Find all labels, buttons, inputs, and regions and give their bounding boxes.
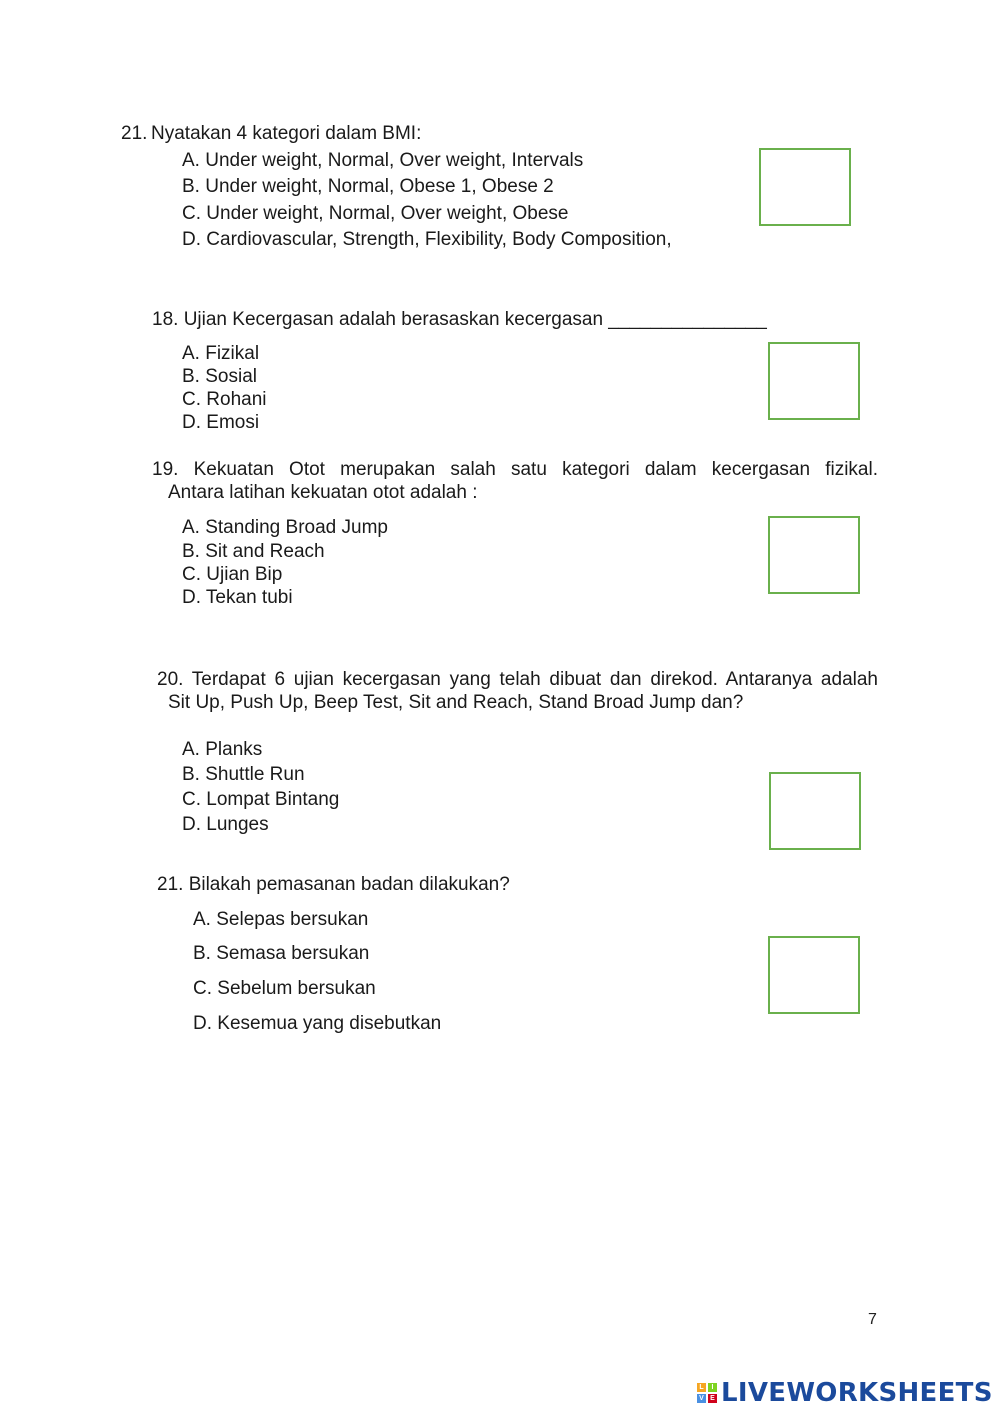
answer-box[interactable] (768, 936, 860, 1014)
option-a: A. Fizikal (182, 343, 260, 364)
answer-box[interactable] (769, 772, 861, 850)
logo-icon (697, 1383, 717, 1403)
option-c: C. Sebelum bersukan (193, 978, 376, 999)
question-text: Nyatakan 4 kategori dalam BMI: (151, 123, 422, 144)
option-a: A. Under weight, Normal, Over weight, Intervals (182, 150, 584, 171)
option-c: C. Lompat Bintang (182, 789, 340, 810)
option-b: B. Under weight, Normal, Obese 1, Obese 2 (182, 176, 554, 197)
option-b: B. Semasa bersukan (193, 943, 370, 964)
logo-icon-cell: L (697, 1383, 706, 1392)
liveworksheets-logo (697, 1378, 993, 1408)
logo-text: LIVEWORKSHEETS (721, 1378, 993, 1408)
option-d: D. Tekan tubi (182, 587, 293, 608)
option-a: A. Planks (182, 739, 263, 760)
option-b: B. Sosial (182, 366, 257, 387)
answer-box[interactable] (759, 148, 851, 226)
question-number: 21. (121, 123, 148, 144)
logo-icon-cell: I (708, 1383, 717, 1392)
logo-icon-cell: E (708, 1394, 717, 1403)
option-c: C. Rohani (182, 389, 267, 410)
question-text: 20. Terdapat 6 ujian kecergasan yang telah dibuat dan direkod. Antaranya adalah (157, 669, 878, 690)
option-d: D. Lunges (182, 814, 269, 835)
option-b: B. Shuttle Run (182, 764, 305, 785)
option-b: B. Sit and Reach (182, 541, 325, 562)
question-text-continued: Sit Up, Push Up, Beep Test, Sit and Reach, Stand Broad Jump dan? (168, 692, 744, 713)
question-text: 19. Kekuatan Otot merupakan salah satu kategori dalam kecergasan fizikal. (152, 459, 878, 480)
question-text-continued: Antara latihan kekuatan otot adalah : (168, 482, 478, 503)
answer-box[interactable] (768, 342, 860, 420)
option-c: C. Ujian Bip (182, 564, 283, 585)
option-a: A. Selepas bersukan (193, 909, 369, 930)
option-d: D. Emosi (182, 412, 260, 433)
option-c: C. Under weight, Normal, Over weight, Obese (182, 203, 569, 224)
answer-box[interactable] (768, 516, 860, 594)
option-a: A. Standing Broad Jump (182, 517, 388, 538)
option-d: D. Kesemua yang disebutkan (193, 1013, 442, 1034)
logo-icon-cell: V (697, 1394, 706, 1403)
page-number: 7 (868, 1311, 877, 1328)
question-text: 21. Bilakah pemasanan badan dilakukan? (157, 874, 510, 895)
option-d: D. Cardiovascular, Strength, Flexibility, Body Composition, (182, 229, 672, 250)
question-text: 18. Ujian Kecergasan adalah berasaskan kecergasan _______________ (152, 309, 767, 330)
